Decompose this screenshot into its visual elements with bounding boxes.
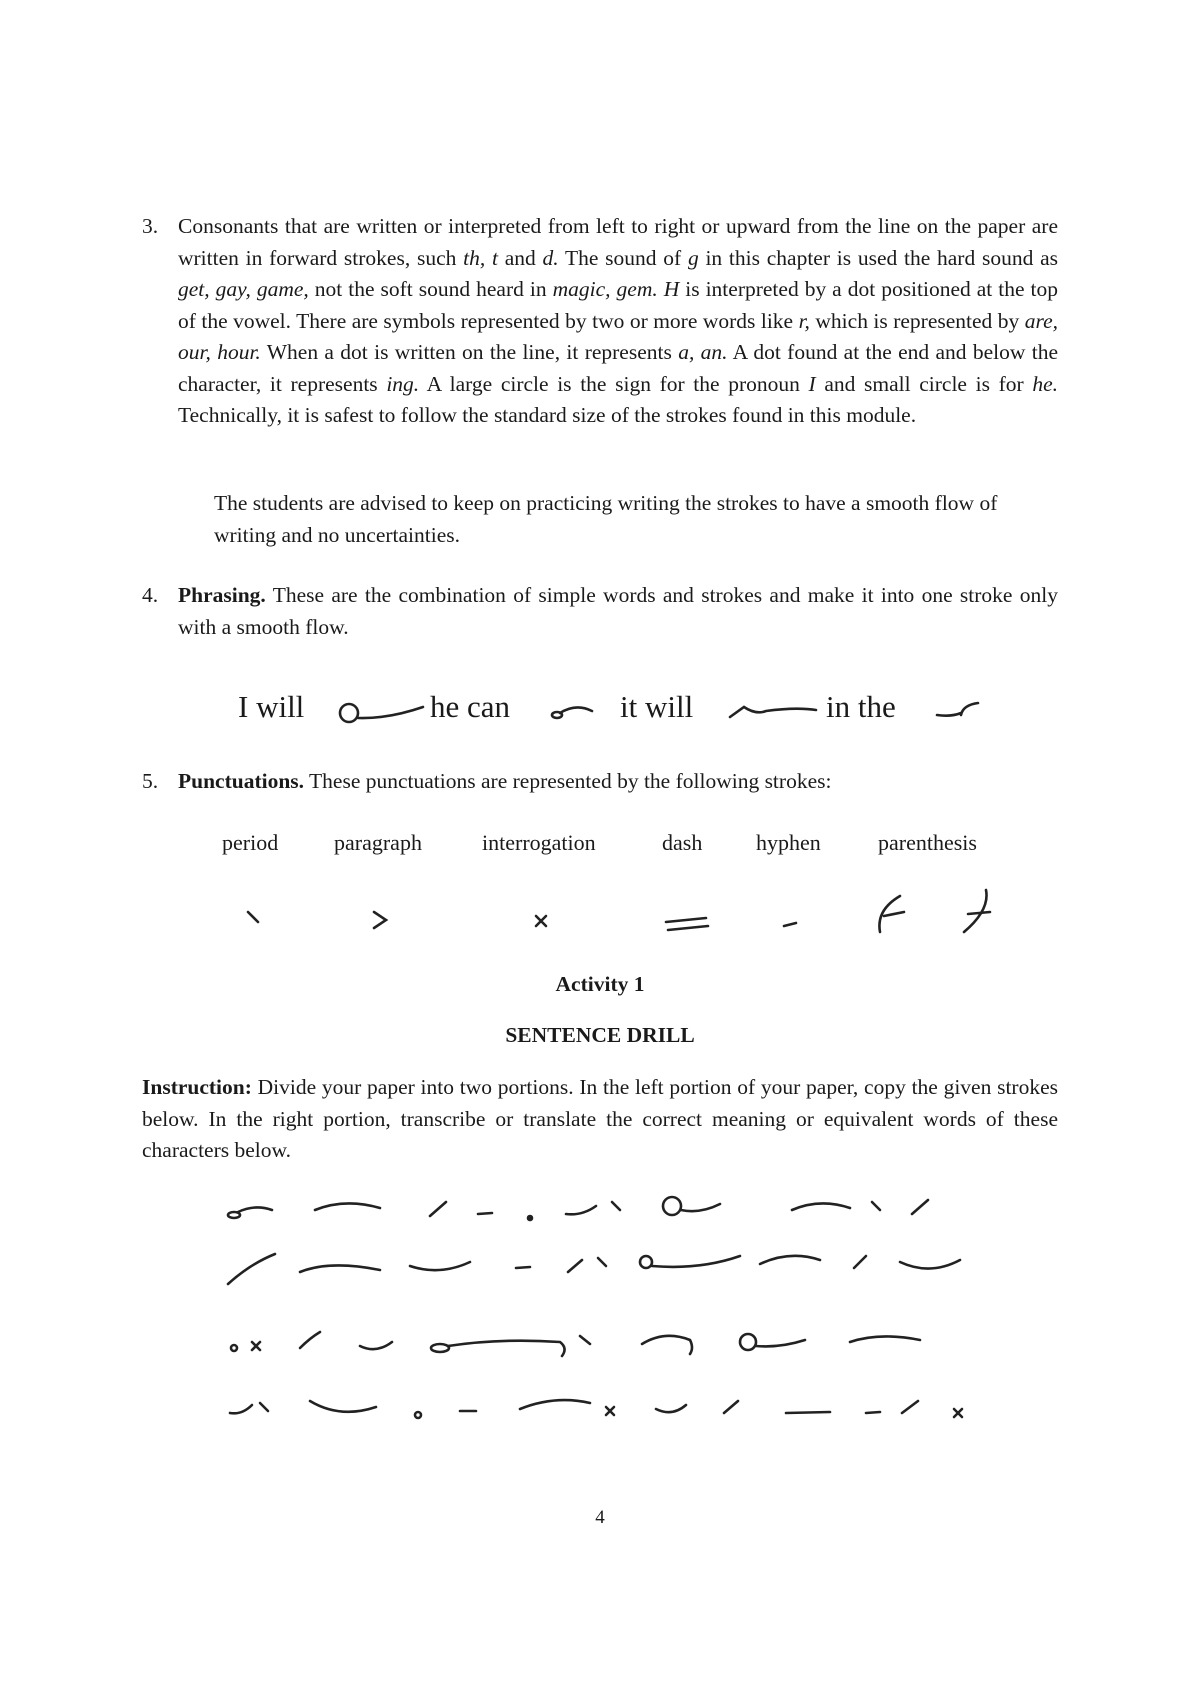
drill-row-1	[228, 1197, 928, 1220]
instruction-text: Divide your paper into two portions. In the left portion of your paper, copy the given strokes below. In the right portion, transcribe or translate the correct meaning or equivalent words of these characters below.	[142, 1075, 1058, 1162]
phrase-stroke-it-will	[726, 685, 826, 735]
text-run: is interpreted by a dot positioned at the top of the vowel. There are symbols represented by two or more words like	[178, 277, 1059, 333]
drill-row-3	[231, 1332, 920, 1356]
text-run: A dot found at the end and below the character, it represents	[178, 340, 1059, 396]
item-term: Punctuations.	[178, 769, 305, 793]
dash-stroke	[666, 918, 708, 930]
punctuation-label: interrogation	[482, 830, 596, 855]
text-run: not the soft sound heard in	[308, 277, 553, 301]
list-item-5	[142, 766, 1058, 798]
italic-term: a, an.	[678, 340, 728, 364]
hyphen-stroke	[784, 923, 796, 926]
page-number: 4	[595, 1507, 605, 1528]
item-4-paragraph	[178, 580, 1058, 643]
italic-term: g	[687, 245, 699, 270]
sentence-drill-strokes	[0, 1180, 1200, 1460]
italic-term: d.	[542, 245, 559, 270]
item-term: Phrasing.	[178, 583, 266, 607]
parenthesis-stroke	[879, 890, 990, 932]
list-item-4	[142, 580, 1058, 643]
text-run: A large circle is the sign for the pronoun	[419, 371, 809, 396]
phrasing-examples	[238, 685, 998, 735]
text-run: and	[497, 245, 543, 270]
phrase-stroke-in-the	[933, 685, 1003, 735]
drill-row-2	[228, 1254, 960, 1284]
instruction-label: Instruction:	[142, 1075, 252, 1099]
text-run: Technically, it is safest to follow the standard size of the strokes found in this module.	[178, 403, 917, 427]
italic-term: are, our, hour.	[178, 308, 1058, 364]
text-run: and small circle is for	[815, 371, 1033, 396]
period-stroke	[248, 912, 258, 922]
italic-term: r,	[798, 308, 810, 333]
item-text: These are the combination of simple words and strokes and make it into one stroke only with a smooth flow.	[178, 583, 1058, 639]
italic-term: magic, gem. H	[552, 277, 680, 301]
punctuation-label: period	[222, 830, 279, 855]
italic-term: get, gay, game,	[178, 277, 309, 301]
phrase-stroke-i-will	[333, 685, 433, 735]
punctuation-labels	[0, 830, 1200, 870]
paragraph-stroke	[374, 912, 386, 928]
text-run: Consonants that are written or interpreted from left to right or upward from the line on the paper are written in forward strokes, such	[178, 214, 1058, 270]
italic-term: he.	[1032, 371, 1058, 396]
punctuation-label: paragraph	[334, 830, 422, 855]
activity-title: Activity 1	[555, 972, 645, 996]
item-number: 3.	[142, 214, 159, 238]
interrogation-stroke	[536, 916, 546, 926]
advice-paragraph: The students are advised to keep on practicing writing the strokes to have a smooth flow of writing and no uncertainties.	[214, 491, 998, 547]
item-number: 4.	[142, 583, 159, 607]
activity-subtitle: SENTENCE DRILL	[505, 1023, 695, 1047]
phrase-label: he can	[430, 689, 511, 724]
list-item-3	[142, 211, 1059, 432]
punctuation-strokes	[0, 870, 1200, 950]
drill-row-4	[230, 1400, 962, 1418]
italic-term: th, t	[463, 245, 498, 270]
phrase-label: I will	[238, 689, 305, 724]
instruction-paragraph	[142, 1072, 1058, 1167]
item-5-paragraph	[178, 766, 1058, 798]
text-run: which is represented by	[809, 308, 1025, 333]
phrase-label: it will	[620, 689, 694, 724]
text-run: The sound of	[558, 245, 688, 270]
item-text: These punctuations are represented by the following strokes:	[304, 769, 832, 793]
item-3-paragraph	[178, 211, 1058, 432]
phrase-stroke-he-can	[546, 685, 606, 735]
item-number: 5.	[142, 769, 159, 793]
phrase-label: in the	[826, 689, 896, 724]
punctuation-label: dash	[662, 830, 703, 855]
text-run: in this chapter is used the hard sound as	[698, 245, 1058, 270]
italic-term: I	[808, 371, 816, 396]
italic-term: ing.	[386, 371, 420, 396]
punctuation-label: hyphen	[756, 830, 821, 855]
punctuation-label: parenthesis	[878, 830, 977, 855]
text-run: When a dot is written on the line, it represents	[260, 340, 679, 364]
